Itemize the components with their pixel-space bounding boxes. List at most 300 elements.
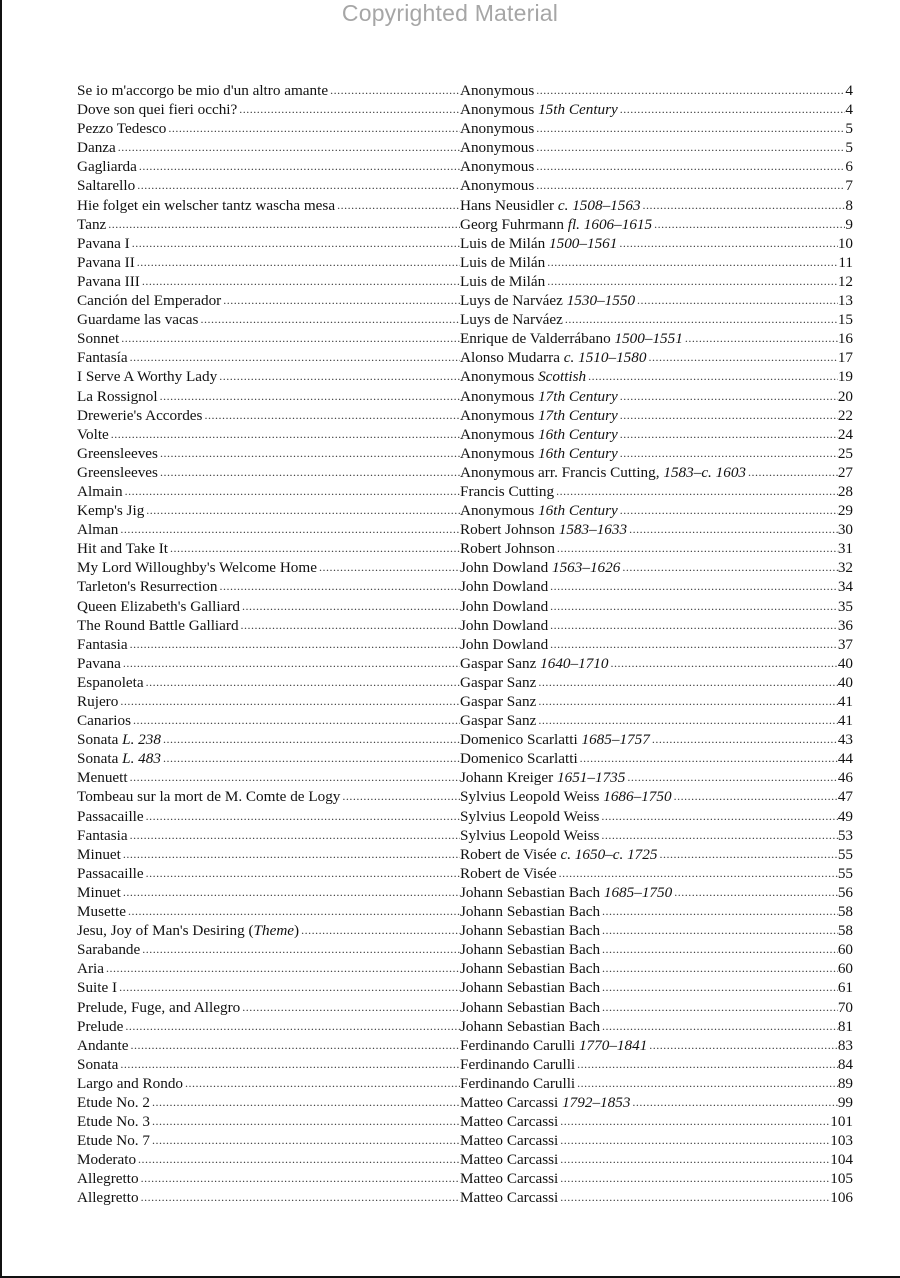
toc-composer-cell — [460, 482, 853, 501]
toc-title-cell — [77, 291, 460, 310]
composer-name: Sylvius Leopold Weiss — [460, 807, 600, 825]
page-number: 27 — [837, 463, 853, 481]
composer-name: Ferdinando Carulli — [460, 1055, 576, 1073]
piece-title: Guardame las vacas — [77, 311, 199, 329]
composer-name: Matteo Carcassi — [460, 1113, 559, 1131]
dot-leader — [630, 1093, 837, 1112]
toc-composer-cell — [460, 329, 853, 348]
piece-title: Danza — [77, 139, 116, 157]
dot-leader — [548, 597, 838, 616]
dot-leader — [646, 348, 837, 367]
composer-name: Robert de Visée — [460, 845, 557, 863]
composer-dates: 1583–1633 — [558, 521, 628, 539]
toc-title-cell — [77, 1036, 460, 1055]
toc-composer-cell — [460, 635, 853, 654]
toc-title-cell — [77, 138, 460, 157]
dot-leader — [650, 730, 838, 749]
composer-name: Robert Johnson — [460, 540, 555, 558]
composer-name: Matteo Carcassi — [460, 1132, 559, 1150]
piece-title: Hit and Take It — [77, 540, 169, 558]
page-number: 55 — [837, 864, 853, 882]
composer-dates: 1563–1626 — [551, 559, 621, 577]
dot-leader — [144, 864, 460, 883]
piece-title: La Rossignol — [77, 387, 158, 405]
piece-title-extra: L. 483 — [122, 750, 161, 768]
piece-title: Queen Elizabeth's Galliard — [77, 597, 240, 615]
piece-title: Greensleeves — [77, 463, 158, 481]
toc-row — [77, 272, 853, 291]
toc-composer-cell — [460, 176, 853, 195]
composer-name: Domenico Scarlatti — [460, 731, 578, 749]
page-number: 35 — [837, 597, 853, 615]
toc-composer-cell — [460, 1093, 853, 1112]
composer-name: Ferdinando Carulli — [460, 1074, 576, 1092]
piece-title: Moderato — [77, 1151, 137, 1169]
toc-title-cell — [77, 749, 460, 768]
composer-dates: c. 1508–1563 — [557, 196, 641, 214]
page-number: 36 — [837, 616, 853, 634]
toc-composer-cell — [460, 138, 853, 157]
toc-title-cell — [77, 654, 460, 673]
toc-row — [77, 940, 853, 959]
dot-leader — [136, 1150, 460, 1169]
composer-dates: 1500–1561 — [549, 234, 618, 252]
piece-title: Pezzo Tedesco — [77, 120, 167, 138]
composer-name: Anonymous — [460, 444, 535, 462]
toc-title-cell — [77, 1131, 460, 1150]
page-number: 101 — [830, 1113, 853, 1131]
toc-title-cell — [77, 520, 460, 539]
toc-title-cell — [77, 558, 460, 577]
page-number: 13 — [837, 292, 853, 310]
dot-leader — [123, 482, 460, 501]
toc-title-cell — [77, 826, 460, 845]
piece-title: Gagliarda — [77, 158, 137, 176]
toc-row — [77, 100, 853, 119]
piece-title: Musette — [77, 903, 126, 921]
composer-dates: 1686–1750 — [603, 788, 672, 806]
toc-composer-cell — [460, 196, 853, 215]
dot-leader — [600, 940, 838, 959]
composer-dates: 17th Century — [538, 387, 618, 405]
composer-name: Anonymous — [460, 368, 535, 386]
dot-leader — [618, 387, 838, 406]
composer-name: John Dowland — [460, 578, 549, 596]
dot-leader — [599, 807, 837, 826]
piece-title: Fantasia — [77, 826, 128, 844]
composer-name: Gaspar Sanz — [460, 693, 537, 710]
toc-row — [77, 921, 853, 940]
composer-dates: 1770–1841 — [578, 1036, 648, 1054]
dot-leader — [608, 654, 837, 673]
dot-leader — [158, 463, 460, 482]
toc-row — [77, 215, 853, 234]
composer-name: John Dowland — [460, 635, 549, 653]
toc-title-cell — [77, 272, 460, 291]
toc-row — [77, 176, 853, 195]
dot-leader — [600, 978, 838, 997]
toc-title-cell — [77, 845, 460, 864]
toc-row — [77, 998, 853, 1017]
page-number: 22 — [837, 406, 853, 424]
toc-title-cell — [77, 1093, 460, 1112]
toc-row — [77, 1169, 853, 1188]
toc-title-cell — [77, 253, 460, 272]
dot-leader — [217, 577, 460, 596]
page-number: 12 — [837, 272, 853, 290]
toc-title-cell — [77, 673, 460, 692]
dot-leader — [335, 196, 460, 215]
dot-leader — [548, 635, 838, 654]
composer-dates: 1685–1757 — [581, 731, 650, 749]
composer-name: Johann Kreiger — [460, 769, 554, 787]
composer-name: Anonymous — [460, 425, 535, 443]
dot-leader — [641, 196, 845, 215]
toc-title-cell — [77, 463, 460, 482]
page-number: 20 — [837, 387, 853, 405]
dot-leader — [600, 902, 838, 921]
toc-composer-cell — [460, 520, 853, 539]
toc-composer-cell — [460, 807, 853, 826]
toc-title-cell — [77, 539, 460, 558]
piece-title-extra: Theme — [253, 922, 295, 940]
composer-name: Johann Sebastian Bach — [460, 1017, 601, 1035]
composer-dates: 1640–1710 — [540, 654, 609, 672]
dot-leader — [558, 1131, 830, 1150]
dot-leader — [161, 730, 460, 749]
composer-name: Anonymous — [460, 82, 535, 99]
toc-composer-cell — [460, 730, 853, 749]
page-number: 55 — [837, 845, 853, 863]
page-number: 103 — [830, 1132, 853, 1150]
dot-leader — [135, 253, 460, 272]
toc-row — [77, 253, 853, 272]
dot-leader — [672, 883, 838, 902]
piece-title: Etude No. 3 — [77, 1113, 150, 1131]
toc-composer-cell — [460, 577, 853, 596]
piece-title: Fantasia — [77, 635, 128, 653]
composer-name: Johann Sebastian Bach — [460, 941, 601, 959]
page-number: 4 — [845, 101, 853, 119]
dot-leader — [600, 921, 838, 940]
toc-row — [77, 81, 853, 100]
piece-title: Sonnet — [77, 330, 120, 348]
toc-composer-cell — [460, 348, 853, 367]
toc-composer-cell — [460, 501, 853, 520]
toc-row — [77, 1017, 853, 1036]
toc-title-cell — [77, 978, 460, 997]
toc-row — [77, 787, 853, 806]
page-number: 17 — [837, 349, 853, 367]
page-number: 9 — [845, 215, 853, 233]
toc-title-cell — [77, 1188, 460, 1207]
page-number: 46 — [837, 769, 853, 787]
toc-composer-cell — [460, 406, 853, 425]
dot-leader — [158, 387, 460, 406]
piece-title: I Serve A Worthy Lady — [77, 368, 218, 386]
piece-title: Espanoleta — [77, 673, 144, 691]
piece-title: Sonata — [77, 750, 119, 768]
dot-leader — [128, 826, 460, 845]
toc-row — [77, 845, 853, 864]
toc-composer-cell — [460, 787, 853, 806]
composer-name: Robert Johnson — [460, 521, 555, 539]
piece-title: Pavana I — [77, 234, 130, 252]
toc-title-cell — [77, 864, 460, 883]
toc-composer-cell — [460, 367, 853, 386]
dot-leader — [161, 749, 460, 768]
toc-composer-cell — [460, 272, 853, 291]
dot-leader — [536, 711, 837, 730]
toc-title-cell — [77, 902, 460, 921]
page-number: 34 — [837, 578, 853, 596]
toc-title-cell — [77, 100, 460, 119]
dot-leader — [139, 1188, 460, 1207]
piece-title: Volte — [77, 425, 109, 443]
composer-name: Matteo Carcassi — [460, 1093, 559, 1111]
piece-title: Rujero — [77, 693, 119, 710]
composer-name: Sylvius Leopold Weiss — [460, 826, 600, 844]
piece-title: Drewerie's Accordes — [77, 406, 203, 424]
table-of-contents — [77, 81, 853, 1208]
toc-title-cell — [77, 501, 460, 520]
toc-row — [77, 902, 853, 921]
dot-leader — [128, 768, 460, 787]
toc-row — [77, 768, 853, 787]
toc-row — [77, 577, 853, 596]
toc-row — [77, 367, 853, 386]
dot-leader — [534, 119, 845, 138]
composer-dates: 1792–1853 — [562, 1093, 631, 1111]
piece-title: Largo and Rondo — [77, 1074, 184, 1092]
page-number: 10 — [837, 234, 853, 252]
dot-leader — [578, 749, 838, 768]
toc-composer-cell — [460, 291, 853, 310]
composer-name: Luys de Narváez — [460, 311, 563, 329]
page-number: 28 — [837, 482, 853, 500]
dot-leader — [746, 463, 838, 482]
dot-leader — [237, 100, 460, 119]
piece-title: Tanz — [77, 215, 107, 233]
dot-leader — [534, 157, 845, 176]
composer-name: Anonymous — [460, 387, 535, 405]
toc-row — [77, 234, 853, 253]
composer-dates: 1651–1735 — [557, 769, 626, 787]
piece-title: Andante — [77, 1036, 129, 1054]
toc-title-cell — [77, 730, 460, 749]
dot-leader — [558, 1188, 830, 1207]
composer-name: Johann Sebastian Bach — [460, 998, 601, 1016]
dot-leader — [548, 616, 838, 635]
page-number: 60 — [837, 941, 853, 959]
composer-name: Johann Sebastian Bach — [460, 883, 601, 901]
piece-title: Pavana — [77, 654, 121, 672]
page-number: 30 — [837, 521, 853, 539]
page-number: 41 — [837, 712, 853, 730]
piece-title: Sonata — [77, 731, 119, 749]
toc-composer-cell — [460, 444, 853, 463]
composer-dates: 15th Century — [538, 101, 618, 119]
toc-row — [77, 978, 853, 997]
toc-row — [77, 329, 853, 348]
dot-leader — [618, 501, 838, 520]
toc-row — [77, 558, 853, 577]
toc-composer-cell — [460, 616, 853, 635]
page-number: 11 — [838, 253, 853, 271]
toc-row — [77, 291, 853, 310]
toc-composer-cell — [460, 1131, 853, 1150]
toc-composer-cell — [460, 1074, 853, 1093]
toc-composer-cell — [460, 998, 853, 1017]
piece-title: Passacaille — [77, 864, 144, 882]
dot-leader — [536, 692, 837, 711]
dot-leader — [618, 100, 845, 119]
composer-name: Anonymous — [460, 139, 535, 157]
dot-leader — [548, 577, 838, 596]
dot-leader — [545, 272, 838, 291]
toc-title-cell — [77, 959, 460, 978]
composer-name: John Dowland — [460, 597, 549, 615]
dot-leader — [150, 1093, 460, 1112]
composer-name: Alonso Mudarra — [460, 349, 560, 367]
page-number: 15 — [837, 311, 853, 329]
composer-dates: 16th Century — [538, 444, 618, 462]
dot-leader — [617, 234, 837, 253]
toc-title-cell — [77, 176, 460, 195]
dot-leader — [618, 444, 838, 463]
dot-leader — [109, 425, 460, 444]
dot-leader — [317, 558, 460, 577]
piece-title: Greensleeves — [77, 444, 158, 462]
dot-leader — [150, 1131, 460, 1150]
piece-title: Fantasía — [77, 349, 128, 367]
toc-title-cell — [77, 692, 460, 711]
composer-name: Ferdinando Carulli — [460, 1036, 576, 1054]
toc-row — [77, 711, 853, 730]
composer-name: Gaspar Sanz — [460, 654, 537, 672]
toc-composer-cell — [460, 463, 853, 482]
toc-composer-cell — [460, 978, 853, 997]
page-number: 58 — [837, 922, 853, 940]
piece-title-close: ) — [294, 922, 300, 940]
toc-row — [77, 196, 853, 215]
toc-composer-cell — [460, 1188, 853, 1207]
dot-leader — [534, 176, 845, 195]
toc-row — [77, 463, 853, 482]
composer-name: Francis Cutting — [460, 482, 555, 500]
dot-leader — [128, 348, 460, 367]
dot-leader — [625, 768, 837, 787]
page-number: 81 — [837, 1017, 853, 1035]
composer-name: Matteo Carcassi — [460, 1170, 559, 1188]
page-number: 6 — [845, 158, 853, 176]
toc-title-cell — [77, 1150, 460, 1169]
toc-title-cell — [77, 1017, 460, 1036]
toc-composer-cell — [460, 845, 853, 864]
toc-composer-cell — [460, 597, 853, 616]
page-number: 61 — [837, 979, 853, 997]
toc-row — [77, 1150, 853, 1169]
dot-leader — [683, 329, 838, 348]
composer-name: Gaspar Sanz — [460, 673, 537, 691]
toc-composer-cell — [460, 692, 853, 711]
toc-row — [77, 1131, 853, 1150]
composer-name: Anonymous arr. Francis Cutting, — [460, 463, 660, 481]
composer-name: Matteo Carcassi — [460, 1189, 559, 1207]
toc-row — [77, 425, 853, 444]
composer-name: Luis de Milán — [460, 253, 546, 271]
toc-composer-cell — [460, 558, 853, 577]
page-number: 32 — [837, 559, 853, 577]
page-number: 40 — [837, 654, 853, 672]
piece-title: Prelude, Fuge, and Allegro — [77, 998, 241, 1016]
toc-title-cell — [77, 329, 460, 348]
toc-composer-cell — [460, 749, 853, 768]
piece-title: Canarios — [77, 712, 131, 730]
dot-leader — [166, 119, 460, 138]
toc-title-cell — [77, 616, 460, 635]
page-number: 49 — [837, 807, 853, 825]
toc-row — [77, 1188, 853, 1207]
toc-composer-cell — [460, 119, 853, 138]
dot-leader — [635, 291, 838, 310]
toc-composer-cell — [460, 826, 853, 845]
composer-dates: 1500–1551 — [614, 330, 683, 348]
toc-row — [77, 749, 853, 768]
composer-name: Johann Sebastian Bach — [460, 979, 601, 997]
toc-title-cell — [77, 1055, 460, 1074]
toc-title-cell — [77, 883, 460, 902]
dot-leader — [563, 310, 838, 329]
page-number: 31 — [837, 540, 853, 558]
piece-title: Jesu, Joy of Man's Desiring ( — [77, 922, 254, 940]
toc-row — [77, 654, 853, 673]
page-number: 29 — [837, 502, 853, 520]
composer-dates: fl. 1606–1615 — [567, 215, 653, 233]
dot-leader — [116, 138, 460, 157]
toc-row — [77, 444, 853, 463]
composer-dates: c. 1510–1580 — [563, 349, 647, 367]
composer-name: Domenico Scarlatti — [460, 750, 578, 768]
toc-title-cell — [77, 81, 460, 100]
toc-row — [77, 1036, 853, 1055]
dot-leader — [557, 864, 838, 883]
toc-title-cell — [77, 998, 460, 1017]
dot-leader — [217, 367, 460, 386]
dot-leader — [672, 787, 838, 806]
toc-composer-cell — [460, 902, 853, 921]
dot-leader — [340, 787, 460, 806]
toc-title-cell — [77, 444, 460, 463]
toc-composer-cell — [460, 234, 853, 253]
toc-row — [77, 310, 853, 329]
dot-leader — [558, 1112, 830, 1131]
toc-title-cell — [77, 425, 460, 444]
dot-leader — [618, 425, 838, 444]
toc-row — [77, 1112, 853, 1131]
dot-leader — [652, 215, 845, 234]
piece-title: Etude No. 2 — [77, 1093, 150, 1111]
dot-leader — [144, 673, 460, 692]
toc-row — [77, 387, 853, 406]
page-number: 37 — [837, 635, 853, 653]
page-number: 5 — [845, 139, 853, 157]
toc-title-cell — [77, 597, 460, 616]
composer-name: Johann Sebastian Bach — [460, 960, 601, 978]
toc-composer-cell — [460, 1150, 853, 1169]
composer-dates: 1530–1550 — [566, 292, 636, 310]
page-number: 56 — [837, 883, 853, 901]
